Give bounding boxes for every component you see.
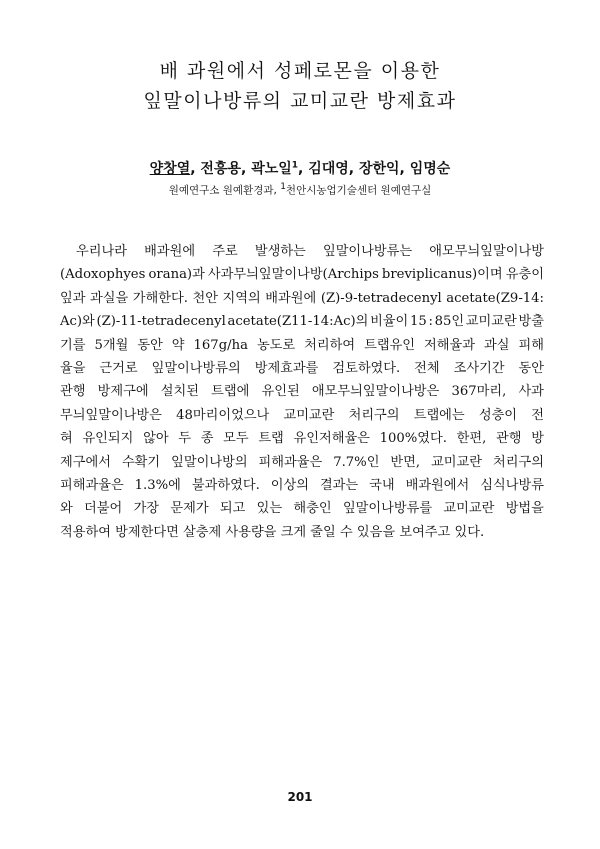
affiliation xyxy=(0,182,600,198)
affiliation-marker: 1 xyxy=(280,182,286,192)
title-line-1: 배 과원에서 성페로몬을 이용한 xyxy=(159,60,441,82)
abstract-line: 율을 근거로 잎말이나방류의 방제효과를 검토하였다. 전체 조사기간 동안 xyxy=(60,360,544,376)
author-names-2: , 김대영, 장한익, 임명순 xyxy=(298,161,451,177)
author-affiliation-marker: 1 xyxy=(291,160,299,171)
author-names-1: , 전흥용, 곽노일 xyxy=(190,161,292,177)
abstract-body xyxy=(60,240,544,544)
abstract-line: 관행 방제구에 설치된 트랩에 유인된 애모무늬잎말이나방은 367마리, 사과 xyxy=(60,384,544,400)
abstract-line: 제구에서 수확기 잎말이나방의 피해과율은 7.7%인 반면, 교미교란 처리구의 xyxy=(60,454,544,470)
abstract-line: 우리나라 배과원에 주로 발생하는 잎말이나방류는 애모무늬잎말이나방 xyxy=(76,244,544,259)
abstract-line: 피해과율은 1.3%에 불과하였다. 이상의 결과는 국내 배과원에서 심식나방류 xyxy=(60,477,544,493)
affiliation-secondary: 천안시농업기술센터 원예연구실 xyxy=(285,184,432,197)
abstract-line: 혀 유인되지 않아 두 종 모두 트랩 유인저해율은 100%였다. 한편, 관행 방 xyxy=(60,431,544,447)
abstract-line: 와 더불어 가장 문제가 되고 있는 해충인 잎말이나방류를 교미교란 방법을 xyxy=(60,501,544,517)
page-number: 201 xyxy=(287,790,313,804)
abstract-line: Ac)와 (Z)-11-tetradecenyl acetate(Z11-14:Ac)의 비율이 15 : 85인 교미교란 방출 xyxy=(60,314,544,330)
abstract-line: 적용하여 방제한다면 살충제 사용량을 크게 줄일 수 있음을 보여주고 있다. xyxy=(60,524,485,540)
author-list xyxy=(0,158,600,178)
title-line-2: 잎말이나방류의 교미교란 방제효과 xyxy=(143,90,457,112)
abstract-line: 무늬잎말이나방은 48마리이었으나 교미교란 처리구의 트랩에는 성충이 전 xyxy=(60,407,544,423)
abstract-line: 잎과 과실을 가해한다. 천안 지역의 배과원에 (Z)-9-tetradecenyl acetate(Z9-14: xyxy=(60,290,544,306)
affiliation-primary: 원예연구소 원예환경과, xyxy=(168,184,281,197)
abstract-line: (Adoxophyes orana)과 사과무늬잎말이나방(Archips breviplicanus)이며 유충이 xyxy=(60,267,544,283)
abstract-line: 기를 5개월 동안 약 167g/ha 농도로 처리하여 트랩유인 저해율과 과실 피해 xyxy=(60,337,544,353)
paper-title xyxy=(0,56,600,116)
presenting-author: 양창열 xyxy=(149,161,191,177)
